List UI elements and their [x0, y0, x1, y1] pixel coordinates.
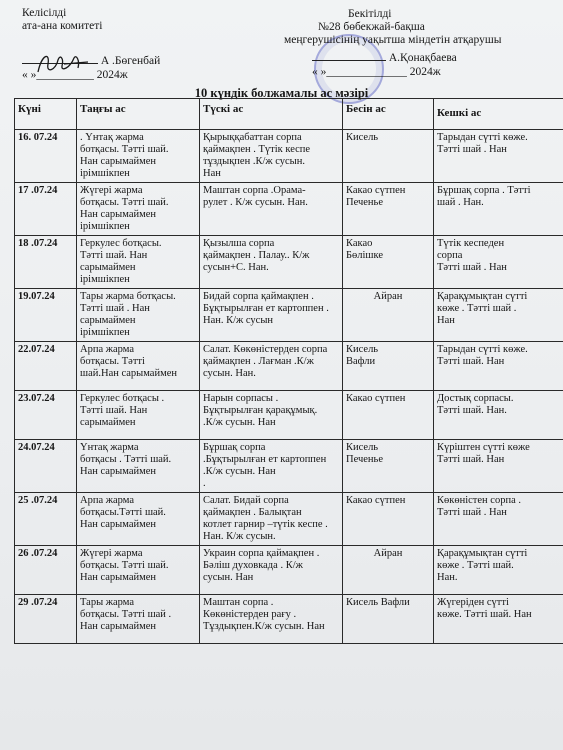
approval-left-line1: Келісілді — [22, 7, 67, 19]
cell-dinner: Тарыдан сүтті көже. Тәтті шай. Нан — [434, 342, 563, 391]
cell-snack: Айран — [343, 546, 434, 595]
cell-breakfast: Тары жарма ботқасы. Тәтті шай . Нан сарымаймен ірімшікпен — [77, 289, 200, 342]
table-row — [15, 440, 563, 493]
table-row — [15, 236, 563, 289]
cell-date: 22.07.24 — [15, 342, 77, 391]
col-breakfast-header: Таңғы ас — [77, 99, 200, 130]
cell-dinner: Жүгеріден сүтті көже. Тәтті шай. Нан — [434, 595, 563, 644]
table-header-row — [15, 99, 563, 130]
cell-lunch: Маштан сорпа . Көкөністерден рағу . Тұздықпен.К/ж сусын. Нан — [200, 595, 343, 644]
table-row — [15, 289, 563, 342]
approval-right-line2: №28 бөбекжай-бақша — [318, 21, 425, 33]
table-row — [15, 595, 563, 644]
table-row — [15, 130, 563, 183]
cell-date: 23.07.24 — [15, 391, 77, 440]
cell-breakfast: Арпа жарма ботқасы. Тәтті шай.Нан сарымаймен — [77, 342, 200, 391]
cell-date: 26 .07.24 — [15, 546, 77, 595]
cell-snack: Какао сүтпен Печенье — [343, 183, 434, 236]
cell-snack: Айран — [343, 289, 434, 342]
col-lunch-header: Түскі ас — [200, 99, 343, 130]
cell-dinner: Тарыдан сүтті көже. Тәтті шай . Нан — [434, 130, 563, 183]
col-snack-header: Бесін ас — [343, 99, 434, 130]
right-signer-name: А.Қонақбаева — [388, 52, 457, 64]
approval-right-line1: Бекітілді — [348, 8, 392, 20]
cell-lunch: Маштан сорпа .Орама- рулет . К/ж сусын. Нан. — [200, 183, 343, 236]
approval-left-date: « »__________ 2024ж — [22, 69, 128, 81]
cell-lunch: Бұршақ сорпа .Бұқтырылған ет картоппен .К/ж сусын. Нан . — [200, 440, 343, 493]
cell-lunch: Украин сорпа қаймақпен . Бәліш духовкада . К/ж сусын. Нан — [200, 546, 343, 595]
cell-snack: Какао сүтпен — [343, 391, 434, 440]
cell-snack: Кисель Печенье — [343, 440, 434, 493]
cell-date: 17 .07.24 — [15, 183, 77, 236]
table-row — [15, 391, 563, 440]
table-row — [15, 493, 563, 546]
cell-dinner: Көкөністен сорпа . Тәтті шай . Нан — [434, 493, 563, 546]
cell-lunch: Салат. Бидай сорпа қаймақпен . Балықтан котлет гарнир –түтік кеспе . Нан. К/ж сусын. — [200, 493, 343, 546]
approval-right-signer — [312, 52, 457, 65]
cell-dinner: Достық сорпасы. Тәтті шай. Нан. — [434, 391, 563, 440]
cell-breakfast: Жүгері жарма ботқасы. Тәтті шай. Нан сарымаймен — [77, 546, 200, 595]
cell-dinner: Бұршақ сорпа . Тәтті шай . Нан. — [434, 183, 563, 236]
menu-table — [14, 98, 563, 644]
cell-lunch: Салат. Көкөністерден сорпа қаймақпен . Лағман .К/ж сусын. Нан. — [200, 342, 343, 391]
approval-left-line2: ата-ана комитеті — [22, 20, 103, 32]
table-row — [15, 546, 563, 595]
cell-date: 24.07.24 — [15, 440, 77, 493]
table-row — [15, 342, 563, 391]
cell-dinner: Күріштен сүтті көже Тәтті шай. Нан — [434, 440, 563, 493]
cell-dinner: Түтік кеспеден сорпа Тәтті шай . Нан — [434, 236, 563, 289]
cell-dinner: Қарақұмықтан сүтті көже . Тәтті шай . Нан — [434, 289, 563, 342]
table-row — [15, 183, 563, 236]
cell-breakfast: Жүгері жарма ботқасы. Тәтті шай. Нан сарымаймен ірімшікпен — [77, 183, 200, 236]
cell-lunch: Қырыққабаттан сорпа қаймақпен . Түтік кеспе тұздықпен .К/ж сусын. Нан — [200, 130, 343, 183]
col-date-header: Күні — [15, 99, 77, 130]
cell-breakfast: . Үнтақ жарма ботқасы. Тәтті шай. Нан сарымаймен ірімшікпен — [77, 130, 200, 183]
cell-snack: Какао сүтпен — [343, 493, 434, 546]
cell-date: 18 .07.24 — [15, 236, 77, 289]
cell-snack: Какао Бөлішке — [343, 236, 434, 289]
col-dinner-header: Кешкі ас — [434, 99, 563, 130]
cell-breakfast: Геркулес ботқасы. Тәтті шай. Нан сарымаймен ірімшікпен — [77, 236, 200, 289]
cell-breakfast: Арпа жарма ботқасы.Тәтті шай. Нан сарымаймен — [77, 493, 200, 546]
cell-lunch: Нарын сорпасы . Бұқтырылған қарақұмық. .К/ж сусын. Нан — [200, 391, 343, 440]
cell-date: 19.07.24 — [15, 289, 77, 342]
cell-lunch: Бидай сорпа қаймақпен . Бұқтырылған ет картоппен . Нан. К/ж сусын — [200, 289, 343, 342]
approval-right-date: « »______________ 2024ж — [312, 66, 441, 78]
cell-date: 29 .07.24 — [15, 595, 77, 644]
cell-breakfast: Тары жарма ботқасы. Тәтті шай . Нан сарымаймен — [77, 595, 200, 644]
cell-snack: Кисель — [343, 130, 434, 183]
menu-title: 10 күндік болжамалы ас мәзірі — [194, 86, 369, 100]
cell-dinner: Қарақұмықтан сүтті көже . Тәтті шай. Нан. — [434, 546, 563, 595]
signature-left — [34, 50, 92, 78]
cell-date: 16. 07.24 — [15, 130, 77, 183]
cell-lunch: Қызылша сорпа қаймақпен . Палау.. К/ж сусын+С. Нан. — [200, 236, 343, 289]
left-signer-name: А .Бөгенбай — [100, 55, 161, 67]
cell-breakfast: Үнтақ жарма ботқасы . Тәтті шай. Нан сарымаймен — [77, 440, 200, 493]
cell-breakfast: Геркулес ботқасы . Тәтті шай. Нан сарымаймен — [77, 391, 200, 440]
approval-right-line3: меңгерушісінің уақытша міндетін атқарушы — [284, 34, 502, 46]
cell-date: 25 .07.24 — [15, 493, 77, 546]
cell-snack: Кисель Вафли — [343, 342, 434, 391]
cell-snack: Кисель Вафли — [343, 595, 434, 644]
